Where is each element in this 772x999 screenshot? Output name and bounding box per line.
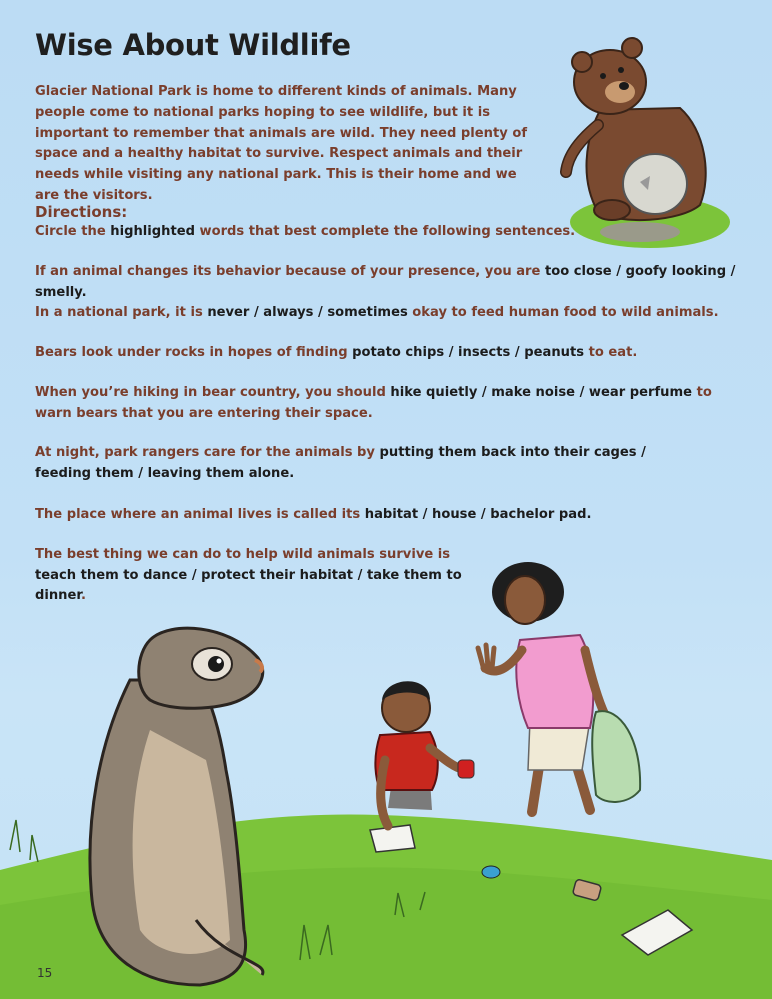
question-6 — [35, 505, 755, 526]
question-prompt: The best thing we can do to help wild animals survive is — [35, 547, 451, 562]
answer-options: potato chips / insects / peanuts — [352, 345, 585, 360]
directions-heading: Directions: — [35, 203, 128, 221]
answer-options: habitat / house / bachelor pad. — [364, 507, 592, 522]
question-7 — [35, 545, 495, 607]
page-title: Wise About Wildlife — [35, 28, 351, 62]
answer-options: hike quietly / make noise / wear perfume — [390, 385, 693, 400]
directions-text-after: words that best complete the following sentences. — [194, 224, 576, 239]
question-suffix: okay to feed human food to wild animals. — [407, 305, 719, 320]
page-number: 15 — [37, 966, 53, 980]
question-suffix: to eat. — [584, 345, 638, 360]
answer-options: putting them back into their cages / feeding them / leaving them alone. — [35, 445, 646, 481]
question-prompt: If an animal changes its behavior because of your presence, you are — [35, 264, 545, 279]
question-1 — [35, 262, 755, 303]
directions-highlight-word: highlighted — [110, 224, 195, 239]
question-suffix: to warn bears that you are entering their space. — [35, 385, 712, 421]
answer-options: never / always / sometimes — [207, 305, 408, 320]
directions-text — [35, 222, 755, 243]
question-prompt: When you’re hiking in bear country, you should — [35, 385, 391, 400]
directions-text-before: Circle the — [35, 224, 111, 239]
answer-options: too close / goofy looking / smelly. — [35, 264, 736, 300]
question-prompt: The place where an animal lives is called its — [35, 507, 365, 522]
question-prompt: At night, park rangers care for the animals by — [35, 445, 380, 460]
question-prompt: Bears look under rocks in hopes of finding — [35, 345, 353, 360]
squirrel-illustration — [90, 628, 263, 985]
bear-illustration — [566, 38, 730, 248]
intro-paragraph: Glacier National Park is home to different kinds of animals. Many people come to national parks hoping to see wildlife, but it is important to remember that animals are wild. They need plenty of space and a healthy habitat to survive. Respect animals and their needs while visiting any national park. This is their home and we are the visitors. — [35, 84, 528, 203]
answer-options: teach them to dance / protect their habitat / take them to dinner — [35, 567, 462, 604]
question-4 — [35, 383, 735, 424]
question-3 — [35, 343, 755, 364]
girl-illustration — [478, 562, 640, 812]
question-suffix: . — [80, 588, 86, 604]
question-2 — [35, 303, 755, 324]
question-prompt: In a national park, it is — [35, 305, 208, 320]
boy-illustration — [375, 681, 474, 826]
question-5 — [35, 443, 695, 484]
